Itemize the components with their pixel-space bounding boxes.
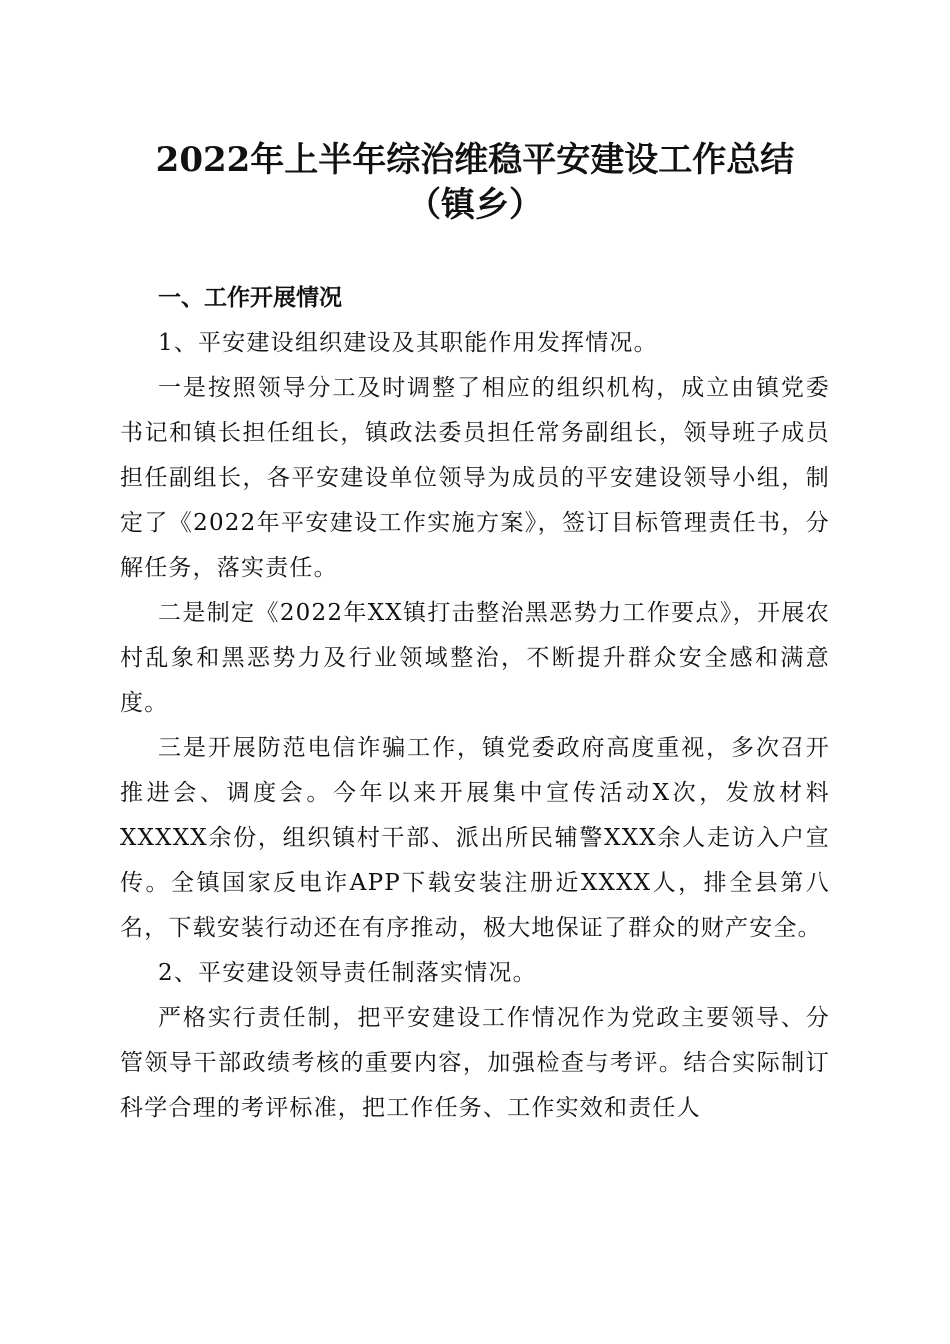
document-title-line-2: （镇乡） xyxy=(407,185,543,225)
item-heading-1: 1、平安建设组织建设及其职能作用发挥情况。 xyxy=(158,330,658,356)
section-heading: 一、工作开展情况 xyxy=(158,285,342,311)
item-heading-2: 2、平安建设领导责任制落实情况。 xyxy=(158,960,537,986)
document-title-line-1: 2022年上半年综治维稳平安建设工作总结 xyxy=(155,140,795,180)
paragraph-4: 严格实行责任制，把平安建设工作情况作为党政主要领导、分管领导干部政绩考核的重要内容，加强检查与考评。结合实际制订科学合理的考评标准，把工作任务、工作实效和责任人 xyxy=(120,1005,830,1121)
document-body xyxy=(120,276,830,1131)
paragraph-2: 二是制定《2022年XX镇打击整治黑恶势力工作要点》，开展农村乱象和黑恶势力及行业领域整治，不断提升群众安全感和满意度。 xyxy=(120,600,830,716)
paragraph-3: 三是开展防范电信诈骗工作，镇党委政府高度重视，多次召开推进会、调度会。今年以来开展集中宣传活动X次，发放材料XXXXX余份，组织镇村干部、派出所民辅警XXX余人走访入户宣传。全镇国家反电诈APP下载安装注册近XXXX人，排全县第八名，下载安装行动还在有序推动，极大地保证了群众的财产安全。 xyxy=(120,735,830,941)
paragraph-1: 一是按照领导分工及时调整了相应的组织机构，成立由镇党委书记和镇长担任组长，镇政法委员担任常务副组长，领导班子成员担任副组长，各平安建设单位领导为成员的平安建设领导小组，制定了《2022年平安建设工作实施方案》，签订目标管理责任书，分解任务，落实责任。 xyxy=(120,375,830,581)
